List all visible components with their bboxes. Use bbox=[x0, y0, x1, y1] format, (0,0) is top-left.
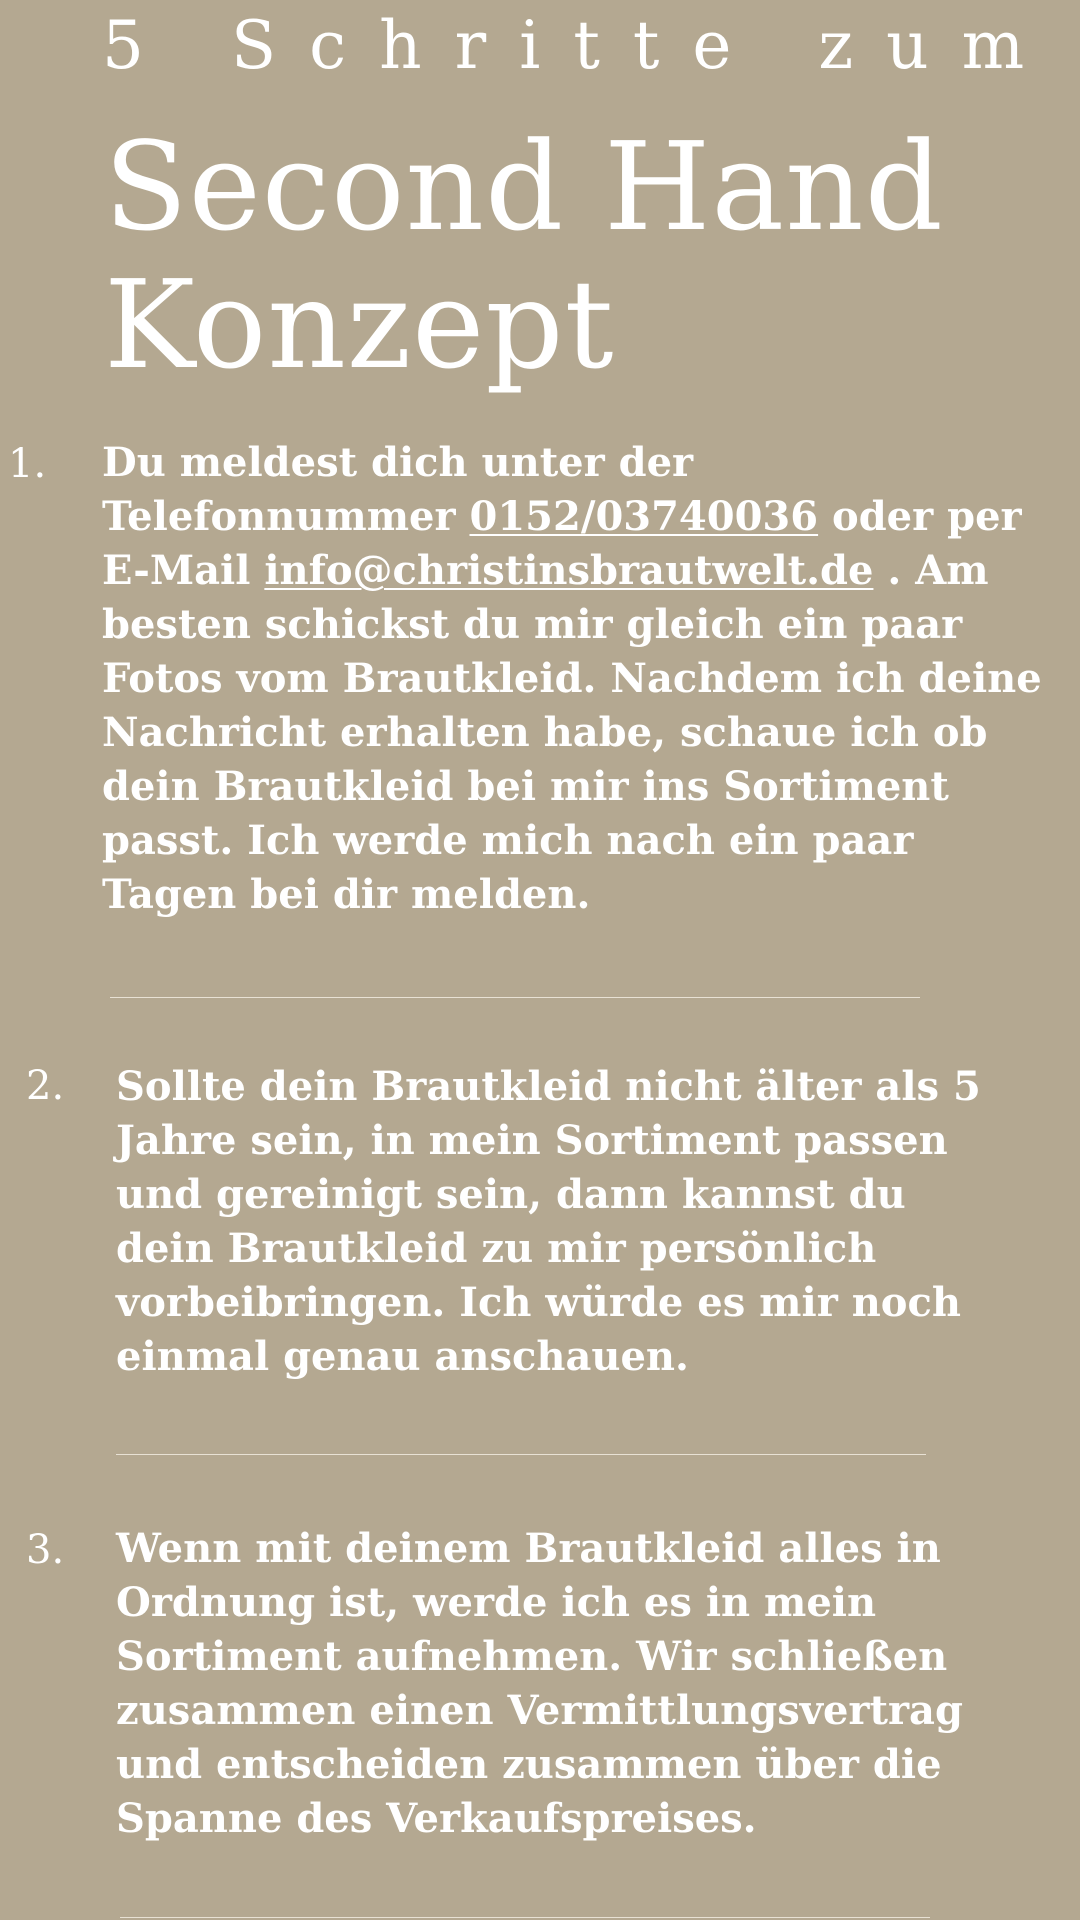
page-title-line-1: Second Hand bbox=[104, 116, 944, 258]
step-1-text-intro: Du meldest dich unter der Telefonnummer bbox=[102, 439, 694, 540]
step-1-text-middle: oder per E-Mail bbox=[102, 493, 1022, 594]
page-title bbox=[104, 118, 1004, 394]
phone-link[interactable]: 0152/03740036 bbox=[469, 493, 819, 540]
kicker-text: 5 Schritte zum bbox=[102, 7, 1058, 84]
email-link[interactable]: info@christinsbrautwelt.de bbox=[264, 547, 874, 594]
step-3-text: Wenn mit deinem Brautkleid alles in Ordnung ist, werde ich es in mein Sortiment aufnehmen. Wir schließen zusammen einen Vermittlungsvertrag und entscheiden zusammen über die Spanne des Verkaufspreises. bbox=[116, 1525, 963, 1842]
step-1-number: 1. bbox=[8, 441, 47, 487]
divider-2 bbox=[116, 1454, 926, 1455]
step-1-text-rest: . Am besten schickst du mir gleich ein paar Fotos vom Brautkleid. Nachdem ich deine Nachricht erhalten habe, schaue ich ob dein Brautkleid bei mir ins Sortiment passt. Ich werde mich nach ein paar Tagen bei dir melden. bbox=[102, 547, 1042, 918]
step-1-text bbox=[102, 436, 1047, 922]
step-3-number: 3. bbox=[26, 1527, 65, 1573]
divider-1 bbox=[110, 997, 920, 998]
step-2-number: 2. bbox=[26, 1063, 65, 1109]
page-title-line-2: Konzept bbox=[104, 254, 615, 396]
step-2-text: Sollte dein Brautkleid nicht älter als 5 Jahre sein, in mein Sortiment passen und gereinigt sein, dann kannst du dein Brautkleid zu mir persönlich vorbeibringen. Ich würde es mir noch einmal genau anschauen. bbox=[116, 1063, 981, 1380]
divider-3 bbox=[120, 1917, 930, 1918]
